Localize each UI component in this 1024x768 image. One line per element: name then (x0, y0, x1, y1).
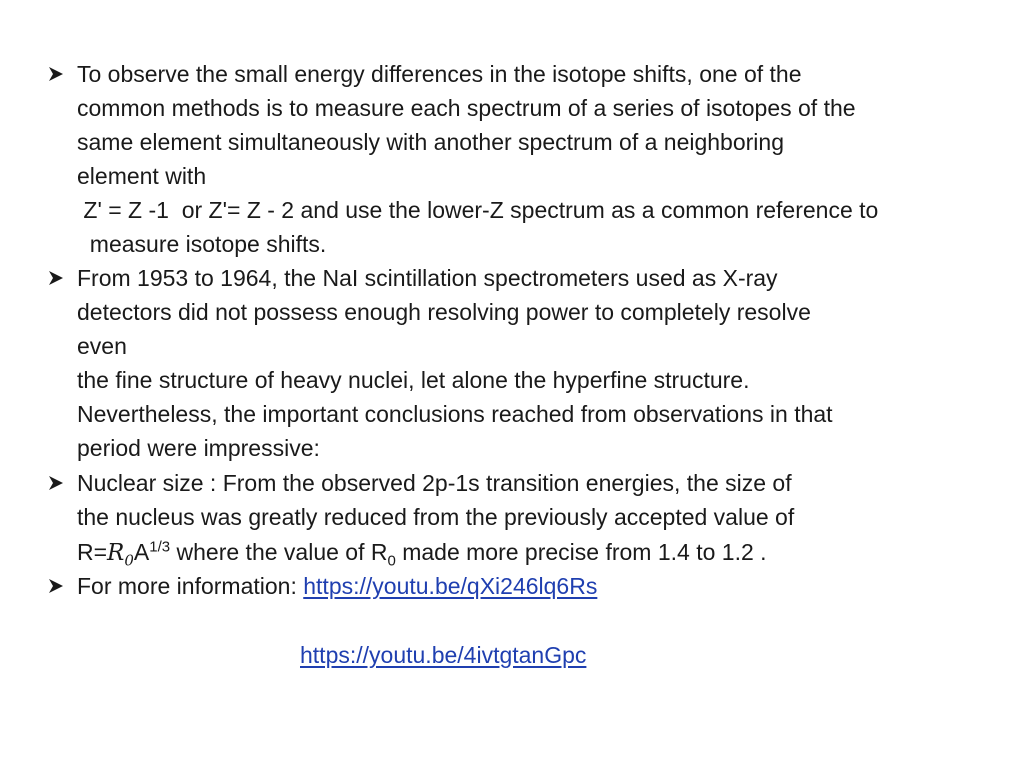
bullet-2-line-3: even (77, 333, 127, 359)
arrowhead-bullet-icon (46, 261, 66, 295)
bullet-1-line-6: measure isotope shifts. (77, 231, 327, 257)
bullet-1-line-3: same element simultaneously with another spectrum of a neighboring (77, 129, 784, 155)
formula-r-subscript: 0 (124, 551, 134, 570)
bullet-3-formula-line (77, 535, 767, 570)
formula-a-symbol: A (133, 539, 150, 565)
youtube-link-2[interactable]: https://youtu.be/4ivtgtanGpc (300, 642, 587, 668)
more-info-label: For more information: (77, 573, 304, 599)
bullet-3-line-2: the nucleus was greatly reduced from the previously accepted value of (77, 504, 795, 530)
formula-a-exponent: 1/3 (149, 538, 171, 556)
youtube-link-2-line (300, 638, 586, 672)
bullet-1-line-1: To observe the small energy differences in the isotope shifts, one of the (77, 61, 802, 87)
bullet-2-line-6: period were impressive: (77, 435, 320, 461)
bullet-1-line-4: element with (77, 163, 207, 189)
arrowhead-bullet-icon (46, 569, 66, 603)
arrowhead-bullet-icon (46, 57, 66, 91)
formula-r0-subscript: 0 (387, 552, 396, 570)
bullet-1-line-2: common methods is to measure each spectrum of a series of isotopes of the (77, 95, 856, 121)
bullet-3-line-1: Nuclear size : From the observed 2p-1s transition energies, the size of (77, 470, 792, 496)
bullet-2-line-1: From 1953 to 1964, the NaI scintillation spectrometers used as X-ray (77, 265, 778, 291)
formula-suffix-text: made more precise from 1.4 to 1.2 . (395, 539, 767, 565)
youtube-link-1[interactable]: https://youtu.be/qXi246lq6Rs (303, 573, 598, 599)
bullet-2-line-2: detectors did not possess enough resolving power to completely resolve (77, 299, 811, 325)
bullet-2-line-4: the fine structure of heavy nuclei, let alone the hyperfine structure. (77, 367, 750, 393)
formula-middle-text: where the value of R (170, 539, 388, 565)
bullet-2-line-5: Nevertheless, the important conclusions reached from observations in that (77, 401, 833, 427)
arrowhead-bullet-icon (46, 466, 66, 500)
bullet-4-line (77, 569, 597, 603)
bullet-1-line-5: Z' = Z -1 or Z'= Z - 2 and use the lower-Z spectrum as a common reference to (77, 197, 879, 223)
formula-r-symbol: R (107, 540, 125, 566)
formula-prefix: R= (77, 539, 108, 565)
